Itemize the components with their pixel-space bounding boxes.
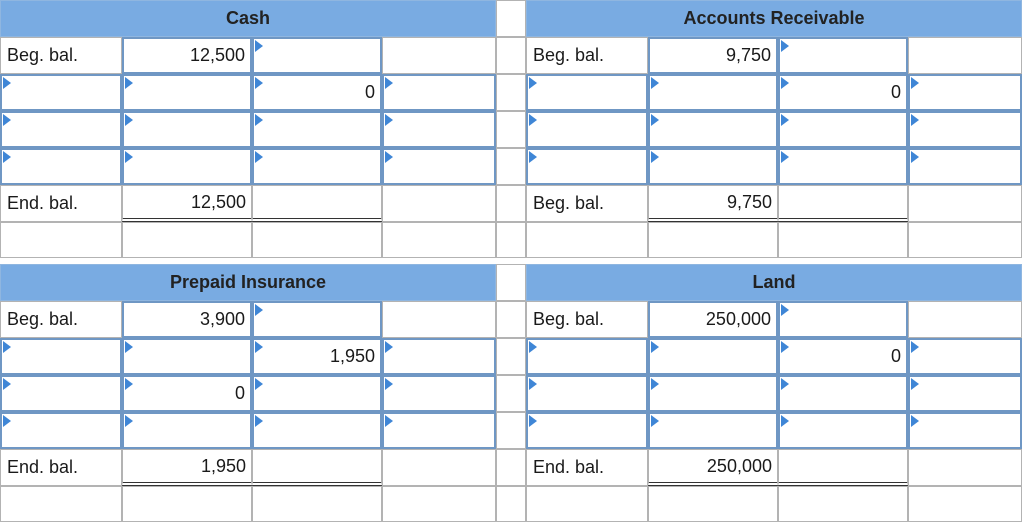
beg-bal-debit-input[interactable] bbox=[122, 37, 252, 74]
beg-bal-credit-input[interactable] bbox=[778, 37, 908, 74]
blank-cell bbox=[122, 222, 252, 258]
beg-bal-label-text: Beg. bal. bbox=[7, 45, 79, 65]
dropdown-flag-icon bbox=[385, 77, 393, 89]
entry-extra-input[interactable] bbox=[382, 375, 496, 412]
separator-cell bbox=[496, 222, 526, 258]
beg-bal-label-text: Beg. bal. bbox=[533, 309, 605, 329]
dropdown-flag-icon bbox=[651, 114, 659, 126]
dropdown-flag-icon bbox=[781, 415, 789, 427]
account-title bbox=[526, 264, 1022, 301]
entry-credit-input[interactable] bbox=[252, 148, 382, 185]
entry-extra-input[interactable] bbox=[382, 148, 496, 185]
dropdown-flag-icon bbox=[125, 114, 133, 126]
beg-bal-label bbox=[0, 37, 122, 74]
entry-debit-input[interactable] bbox=[122, 412, 252, 449]
beg-bal-credit-input[interactable] bbox=[252, 301, 382, 338]
dropdown-flag-icon bbox=[529, 378, 537, 390]
account-title bbox=[0, 0, 496, 37]
dropdown-flag-icon bbox=[255, 114, 263, 126]
dropdown-flag-icon bbox=[781, 341, 789, 353]
entry-label-select[interactable] bbox=[0, 111, 122, 148]
entry-extra-input[interactable] bbox=[908, 412, 1022, 449]
entry-credit-input[interactable] bbox=[778, 375, 908, 412]
end-bal-debit bbox=[648, 185, 778, 222]
account-title-text: Cash bbox=[225, 8, 270, 28]
blank-cell bbox=[908, 222, 1022, 258]
account-title bbox=[526, 0, 1022, 37]
separator-cell bbox=[496, 301, 526, 338]
end-bal-label-text: End. bal. bbox=[7, 457, 79, 477]
entry-credit-input-text: 0 bbox=[890, 346, 901, 366]
separator-cell bbox=[496, 37, 526, 74]
entry-credit-input[interactable] bbox=[778, 74, 908, 111]
entry-label-select[interactable] bbox=[526, 111, 648, 148]
dropdown-flag-icon bbox=[911, 114, 919, 126]
entry-credit-input[interactable] bbox=[252, 338, 382, 375]
entry-extra-input[interactable] bbox=[908, 148, 1022, 185]
entry-label-select[interactable] bbox=[0, 412, 122, 449]
dropdown-flag-icon bbox=[125, 77, 133, 89]
blank-cell bbox=[526, 222, 648, 258]
separator-cell bbox=[496, 148, 526, 185]
dropdown-flag-icon bbox=[651, 77, 659, 89]
entry-credit-input[interactable] bbox=[778, 412, 908, 449]
entry-extra-input[interactable] bbox=[382, 412, 496, 449]
end-bal-label-text: Beg. bal. bbox=[533, 193, 605, 213]
separator-cell bbox=[496, 338, 526, 375]
dropdown-flag-icon bbox=[255, 378, 263, 390]
separator-cell bbox=[496, 264, 526, 301]
end-bal-debit-text: 9,750 bbox=[726, 191, 772, 212]
dropdown-flag-icon bbox=[3, 415, 11, 427]
account-title-text: Land bbox=[752, 272, 796, 292]
entry-debit-input[interactable] bbox=[648, 412, 778, 449]
entry-credit-input[interactable] bbox=[778, 338, 908, 375]
entry-debit-input[interactable] bbox=[122, 338, 252, 375]
entry-debit-input[interactable] bbox=[648, 111, 778, 148]
end-bal-credit bbox=[252, 449, 382, 486]
entry-extra-input[interactable] bbox=[382, 111, 496, 148]
blank-cell bbox=[252, 222, 382, 258]
end-bal-credit bbox=[778, 185, 908, 222]
dropdown-flag-icon bbox=[255, 151, 263, 163]
dropdown-flag-icon bbox=[3, 151, 11, 163]
beg-bal-label bbox=[526, 37, 648, 74]
end-bal-label bbox=[0, 185, 122, 222]
entry-label-select[interactable] bbox=[526, 412, 648, 449]
dropdown-flag-icon bbox=[255, 77, 263, 89]
dropdown-flag-icon bbox=[255, 341, 263, 353]
entry-label-select[interactable] bbox=[0, 148, 122, 185]
blank-cell bbox=[526, 486, 648, 522]
dropdown-flag-icon bbox=[385, 378, 393, 390]
dropdown-flag-icon bbox=[529, 341, 537, 353]
dropdown-flag-icon bbox=[125, 151, 133, 163]
beg-bal-debit-input-text: 3,900 bbox=[199, 309, 245, 329]
entry-credit-input-text: 1,950 bbox=[329, 346, 375, 366]
beg-bal-debit-input[interactable] bbox=[648, 301, 778, 338]
dropdown-flag-icon bbox=[385, 151, 393, 163]
empty-cell bbox=[382, 301, 496, 338]
blank-cell bbox=[122, 486, 252, 522]
dropdown-flag-icon bbox=[125, 378, 133, 390]
dropdown-flag-icon bbox=[529, 77, 537, 89]
dropdown-flag-icon bbox=[3, 77, 11, 89]
blank-cell bbox=[0, 486, 122, 522]
end-bal-label-text: End. bal. bbox=[7, 193, 79, 213]
dropdown-flag-icon bbox=[651, 341, 659, 353]
dropdown-flag-icon bbox=[125, 415, 133, 427]
entry-debit-input[interactable] bbox=[648, 375, 778, 412]
dropdown-flag-icon bbox=[651, 151, 659, 163]
end-bal-label bbox=[526, 185, 648, 222]
blank-cell bbox=[908, 486, 1022, 522]
entry-credit-input-text: 0 bbox=[364, 82, 375, 102]
dropdown-flag-icon bbox=[781, 40, 789, 52]
empty-cell bbox=[908, 37, 1022, 74]
dropdown-flag-icon bbox=[651, 415, 659, 427]
dropdown-flag-icon bbox=[781, 77, 789, 89]
blank-cell bbox=[778, 486, 908, 522]
blank-cell bbox=[252, 486, 382, 522]
entry-extra-input[interactable] bbox=[382, 338, 496, 375]
beg-bal-debit-input-text: 12,500 bbox=[189, 45, 245, 65]
dropdown-flag-icon bbox=[529, 415, 537, 427]
blank-cell bbox=[382, 222, 496, 258]
end-bal-debit-text: 250,000 bbox=[706, 455, 772, 476]
separator-cell bbox=[496, 74, 526, 111]
separator-cell bbox=[496, 486, 526, 522]
beg-bal-debit-input-text: 250,000 bbox=[705, 309, 771, 329]
dropdown-flag-icon bbox=[255, 415, 263, 427]
entry-label-select[interactable] bbox=[526, 338, 648, 375]
empty-cell bbox=[908, 185, 1022, 222]
separator-cell bbox=[496, 375, 526, 412]
end-bal-credit bbox=[778, 449, 908, 486]
end-bal-label bbox=[0, 449, 122, 486]
account-title-text: Prepaid Insurance bbox=[169, 272, 327, 292]
dropdown-flag-icon bbox=[781, 304, 789, 316]
entry-credit-input[interactable] bbox=[252, 375, 382, 412]
entry-extra-input[interactable] bbox=[908, 74, 1022, 111]
entry-credit-input-text: 0 bbox=[890, 82, 901, 102]
dropdown-flag-icon bbox=[385, 114, 393, 126]
separator-cell bbox=[496, 449, 526, 486]
blank-cell bbox=[648, 486, 778, 522]
entry-extra-input[interactable] bbox=[908, 375, 1022, 412]
empty-cell bbox=[908, 449, 1022, 486]
entry-debit-input[interactable] bbox=[648, 74, 778, 111]
beg-bal-label bbox=[0, 301, 122, 338]
end-bal-credit bbox=[252, 185, 382, 222]
blank-cell bbox=[648, 222, 778, 258]
dropdown-flag-icon bbox=[529, 114, 537, 126]
entry-label-select[interactable] bbox=[526, 375, 648, 412]
end-bal-debit bbox=[122, 185, 252, 222]
entry-debit-input[interactable] bbox=[122, 111, 252, 148]
separator-cell bbox=[496, 111, 526, 148]
beg-bal-debit-input[interactable] bbox=[648, 37, 778, 74]
entry-debit-input-text: 0 bbox=[234, 383, 245, 403]
dropdown-flag-icon bbox=[911, 378, 919, 390]
entry-credit-input[interactable] bbox=[252, 412, 382, 449]
entry-label-select[interactable] bbox=[0, 338, 122, 375]
end-bal-label bbox=[526, 449, 648, 486]
entry-debit-input[interactable] bbox=[122, 148, 252, 185]
blank-cell bbox=[778, 222, 908, 258]
empty-cell bbox=[382, 449, 496, 486]
dropdown-flag-icon bbox=[255, 304, 263, 316]
blank-cell bbox=[382, 486, 496, 522]
dropdown-flag-icon bbox=[3, 341, 11, 353]
entry-extra-input[interactable] bbox=[382, 74, 496, 111]
dropdown-flag-icon bbox=[385, 415, 393, 427]
beg-bal-label bbox=[526, 301, 648, 338]
entry-label-select[interactable] bbox=[0, 74, 122, 111]
dropdown-flag-icon bbox=[781, 151, 789, 163]
entry-label-select[interactable] bbox=[526, 148, 648, 185]
beg-bal-label-text: Beg. bal. bbox=[533, 45, 605, 65]
beg-bal-debit-input-text: 9,750 bbox=[725, 45, 771, 65]
entry-debit-input[interactable] bbox=[122, 375, 252, 412]
empty-cell bbox=[382, 37, 496, 74]
entry-credit-input[interactable] bbox=[252, 111, 382, 148]
entry-label-select[interactable] bbox=[526, 74, 648, 111]
beg-bal-credit-input[interactable] bbox=[778, 301, 908, 338]
beg-bal-label-text: Beg. bal. bbox=[7, 309, 79, 329]
separator-cell bbox=[496, 185, 526, 222]
dropdown-flag-icon bbox=[781, 378, 789, 390]
empty-cell bbox=[382, 185, 496, 222]
entry-debit-input[interactable] bbox=[648, 338, 778, 375]
separator-cell bbox=[496, 0, 526, 37]
separator-cell bbox=[496, 412, 526, 449]
dropdown-flag-icon bbox=[125, 341, 133, 353]
entry-credit-input[interactable] bbox=[778, 111, 908, 148]
dropdown-flag-icon bbox=[385, 341, 393, 353]
end-bal-debit-text: 12,500 bbox=[190, 191, 246, 212]
entry-extra-input[interactable] bbox=[908, 338, 1022, 375]
dropdown-flag-icon bbox=[911, 341, 919, 353]
dropdown-flag-icon bbox=[911, 151, 919, 163]
account-title bbox=[0, 264, 496, 301]
dropdown-flag-icon bbox=[255, 40, 263, 52]
beg-bal-credit-input[interactable] bbox=[252, 37, 382, 74]
end-bal-debit bbox=[648, 449, 778, 486]
entry-debit-input[interactable] bbox=[648, 148, 778, 185]
entry-credit-input[interactable] bbox=[252, 74, 382, 111]
entry-label-select[interactable] bbox=[0, 375, 122, 412]
empty-cell bbox=[908, 301, 1022, 338]
end-bal-debit bbox=[122, 449, 252, 486]
entry-debit-input[interactable] bbox=[122, 74, 252, 111]
dropdown-flag-icon bbox=[781, 114, 789, 126]
beg-bal-debit-input[interactable] bbox=[122, 301, 252, 338]
account-title-text: Accounts Receivable bbox=[683, 8, 865, 28]
entry-extra-input[interactable] bbox=[908, 111, 1022, 148]
dropdown-flag-icon bbox=[529, 151, 537, 163]
entry-credit-input[interactable] bbox=[778, 148, 908, 185]
dropdown-flag-icon bbox=[3, 114, 11, 126]
dropdown-flag-icon bbox=[911, 415, 919, 427]
blank-cell bbox=[0, 222, 122, 258]
end-bal-label-text: End. bal. bbox=[533, 457, 605, 477]
dropdown-flag-icon bbox=[911, 77, 919, 89]
dropdown-flag-icon bbox=[3, 378, 11, 390]
end-bal-debit-text: 1,950 bbox=[200, 455, 246, 476]
dropdown-flag-icon bbox=[651, 378, 659, 390]
